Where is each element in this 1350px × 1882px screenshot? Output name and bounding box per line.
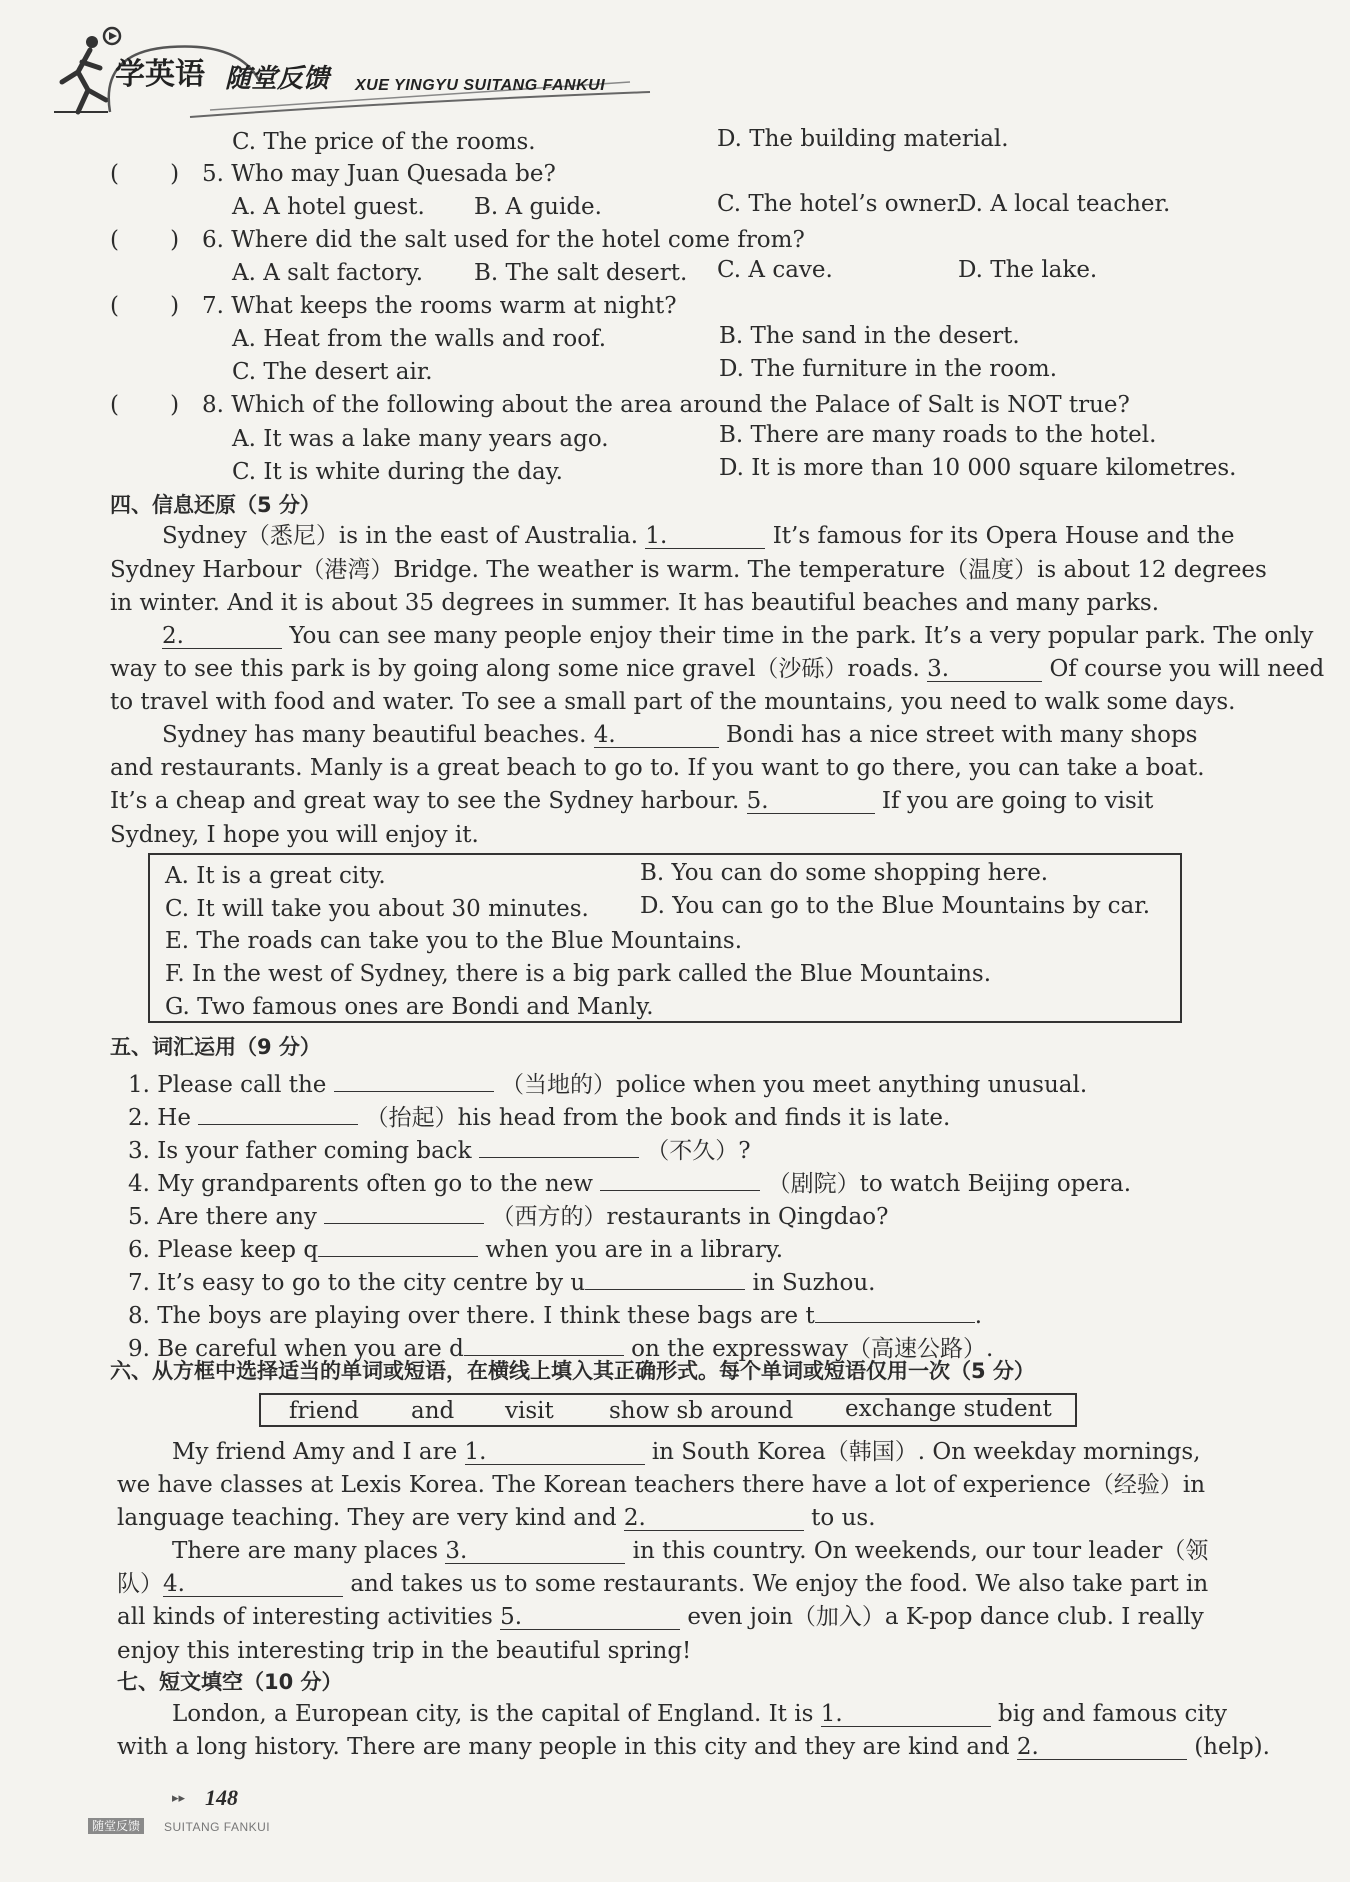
passage-line: 队）4. and takes us to some restaurants. We enjoy the food. We also take part in [117, 1571, 1209, 1597]
passage-line: Sydney Harbour（港湾）Bridge. The weather is warm. The temperature（温度）is about 12 degrees [110, 557, 1267, 583]
blank-2[interactable]: 2. [624, 1507, 804, 1531]
blank-3[interactable]: 3. [927, 658, 1042, 682]
header-title: 学英语 [115, 57, 205, 92]
answer-bracket[interactable]: ( ) [110, 227, 180, 253]
vocab-blank[interactable] [600, 1167, 760, 1191]
passage-line: Sydney, I hope you will enjoy it. [110, 822, 479, 848]
q5-stem: 5. Who may Juan Quesada be? [202, 161, 556, 187]
option-c: C. It will take you about 30 minutes. [165, 896, 589, 922]
header-pinyin: XUE YINGYU SUITANG FANKUI [355, 77, 606, 94]
passage-line: Sydney has many beautiful beaches. 4. Bondi has a nice street with many shops [162, 722, 1198, 748]
vocab-item: 4. My grandparents often go to the new （剧院）to watch Beijing opera. [128, 1167, 1131, 1196]
section-6-heading: 六、从方框中选择适当的单词或短语，在横线上填入其正确形式。每个单词或短语仅用一次（5 分） [110, 1359, 1035, 1383]
option-f: F. In the west of Sydney, there is a big park called the Blue Mountains. [165, 961, 992, 987]
vocab-blank[interactable] [318, 1233, 478, 1257]
passage-line: way to see this park is by going along some nice gravel（沙砾）roads. 3. Of course you will need [110, 656, 1325, 682]
vocab-blank[interactable] [324, 1200, 484, 1224]
blank-3[interactable]: 3. [445, 1540, 625, 1564]
word-option: visit [505, 1398, 554, 1424]
passage-line: all kinds of interesting activities 5. even join（加入）a K-pop dance club. I really [117, 1604, 1204, 1630]
passage-line: London, a European city, is the capital of England. It is 1. big and famous city [172, 1701, 1227, 1727]
passage-line: It’s a cheap and great way to see the Sydney harbour. 5. If you are going to visit [110, 788, 1154, 814]
passage-line: to travel with food and water. To see a small part of the mountains, you need to walk some days. [110, 689, 1236, 715]
blank-5[interactable]: 5. [747, 790, 875, 814]
section-5-heading: 五、词汇运用（9 分） [110, 1035, 321, 1059]
blank-1[interactable]: 1. [645, 525, 765, 549]
footer-tag: 随堂反馈 [88, 1818, 144, 1834]
option-e: E. The roads can take you to the Blue Mountains. [165, 928, 743, 954]
option-a: A. It is a great city. [165, 863, 386, 889]
vocab-blank[interactable] [198, 1101, 358, 1125]
vocab-blank[interactable] [479, 1134, 639, 1158]
q7-stem: 7. What keeps the rooms warm at night? [202, 293, 677, 319]
blank-5[interactable]: 5. [500, 1606, 680, 1630]
word-option: friend [289, 1398, 360, 1424]
vocab-item: 1. Please call the （当地的）police when you meet anything unusual. [128, 1068, 1087, 1097]
answer-bracket[interactable]: ( ) [110, 392, 180, 418]
vocab-item: 8. The boys are playing over there. I think these bags are t . [128, 1299, 982, 1328]
passage-line: 2. You can see many people enjoy their time in the park. It’s a very popular park. The only [162, 623, 1314, 649]
vocab-blank[interactable] [334, 1068, 494, 1092]
q8-option-c: C. It is white during the day. [232, 459, 563, 485]
passage-line: we have classes at Lexis Korea. The Korean teachers there have a lot of experience（经验）in [117, 1472, 1206, 1498]
section-7-heading: 七、短文填空（10 分） [117, 1670, 343, 1694]
arrow-icon: ▸▸ [172, 1791, 186, 1806]
passage-line: in winter. And it is about 35 degrees in summer. It has beautiful beaches and many parks. [110, 590, 1160, 616]
page-number: 148 [205, 1785, 238, 1810]
q5-option-a: A. A hotel guest. [232, 194, 425, 220]
passage-line: My friend Amy and I are 1. in South Korea（韩国）. On weekday mornings, [172, 1439, 1201, 1465]
q5-option-d: D. A local teacher. [958, 191, 1171, 217]
word-option: exchange student [845, 1396, 1052, 1422]
q4-option-c: C. The price of the rooms. [232, 129, 536, 155]
vocab-item: 7. It’s easy to go to the city centre by u in Suzhou. [128, 1266, 875, 1295]
option-g: G. Two famous ones are Bondi and Manly. [165, 994, 654, 1020]
blank-4[interactable]: 4. [594, 724, 719, 748]
q6-option-d: D. The lake. [958, 257, 1098, 283]
blank-4[interactable]: 4. [163, 1573, 343, 1597]
passage-line: enjoy this interesting trip in the beautiful spring! [117, 1638, 692, 1664]
blank-1[interactable]: 1. [465, 1441, 645, 1465]
q4-option-d: D. The building material. [717, 126, 1009, 152]
option-b: B. You can do some shopping here. [640, 860, 1049, 886]
header-subtitle: 随堂反馈 [225, 64, 330, 94]
passage-line: with a long history. There are many people in this city and they are kind and 2. (help). [117, 1734, 1270, 1760]
q7-option-a: A. Heat from the walls and roof. [232, 326, 607, 352]
q5-option-b: B. A guide. [474, 194, 602, 220]
passage-line: language teaching. They are very kind and 2. to us. [117, 1505, 876, 1531]
vocab-item: 2. He （抬起）his head from the book and finds it is late. [128, 1101, 950, 1130]
passage-line: Sydney（悉尼）is in the east of Australia. 1. It’s famous for its Opera House and the [162, 523, 1235, 549]
passage-line: There are many places 3. in this country. On weekends, our tour leader（领 [172, 1538, 1209, 1564]
blank-2[interactable]: 2. [1017, 1736, 1187, 1760]
option-d: D. You can go to the Blue Mountains by car. [640, 893, 1151, 919]
q8-option-d: D. It is more than 10 000 square kilometres. [719, 455, 1237, 481]
vocab-blank[interactable] [585, 1266, 745, 1290]
q8-option-b: B. There are many roads to the hotel. [719, 422, 1157, 448]
vocab-item: 3. Is your father coming back （不久）? [128, 1134, 751, 1163]
vocab-item: 5. Are there any （西方的）restaurants in Qingdao? [128, 1200, 888, 1229]
q8-option-a: A. It was a lake many years ago. [232, 426, 609, 452]
q5-option-c: C. The hotel’s owner. [717, 191, 963, 217]
vocab-blank[interactable] [464, 1332, 624, 1356]
vocab-item: 9. Be careful when you are d on the expressway（高速公路）. [128, 1332, 993, 1361]
q8-stem: 8. Which of the following about the area around the Palace of Salt is NOT true? [202, 392, 1130, 418]
q6-stem: 6. Where did the salt used for the hotel come from? [202, 227, 805, 253]
answer-bracket[interactable]: ( ) [110, 293, 180, 319]
word-option: and [411, 1398, 455, 1424]
q6-option-b: B. The salt desert. [474, 260, 688, 286]
q7-option-c: C. The desert air. [232, 359, 433, 385]
q7-option-b: B. The sand in the desert. [719, 323, 1020, 349]
blank-2[interactable]: 2. [162, 625, 282, 649]
section-4-heading: 四、信息还原（5 分） [110, 493, 321, 517]
q6-option-a: A. A salt factory. [232, 260, 424, 286]
q7-option-d: D. The furniture in the room. [719, 356, 1058, 382]
answer-bracket[interactable]: ( ) [110, 161, 180, 187]
vocab-item: 6. Please keep q when you are in a library. [128, 1233, 783, 1262]
word-option: show sb around [609, 1398, 794, 1424]
passage-line: and restaurants. Manly is a great beach to go to. If you want to go there, you can take a boat. [110, 755, 1205, 781]
vocab-blank[interactable] [815, 1299, 975, 1323]
blank-1[interactable]: 1. [821, 1703, 991, 1727]
q6-option-c: C. A cave. [717, 257, 833, 283]
footer-tag-en: SUITANG FANKUI [164, 1820, 271, 1834]
